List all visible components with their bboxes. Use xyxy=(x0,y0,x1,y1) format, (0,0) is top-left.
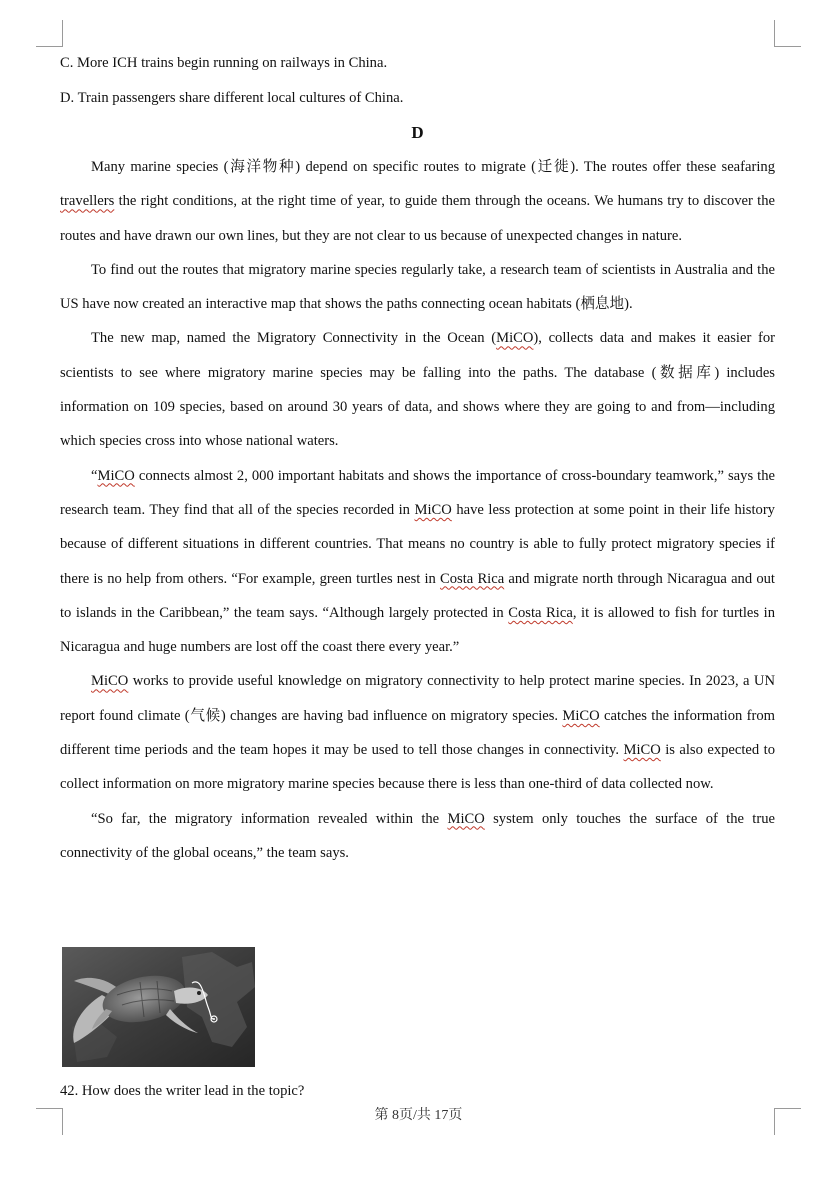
spellcheck-word: MiCO xyxy=(91,673,129,690)
text-run: have less protection at some point in their life history because of different situations in different countries. That means no country is able to fully protect migratory species if there is no help from others. “For example, green turtles nest in xyxy=(60,501,775,587)
text-run: the right conditions, at the right time of year, to guide them through the oceans. We humans try to discover the routes and have drawn our own lines, but they are not clear to us because of unexpected changes in nature. xyxy=(60,193,775,244)
spellcheck-word: MiCO xyxy=(496,330,534,347)
sea-turtle-photo xyxy=(62,947,255,1067)
option-d: D. Train passengers share different local cultures of China. xyxy=(60,90,404,106)
paragraph-3 xyxy=(60,321,775,458)
paragraph-1 xyxy=(60,150,775,253)
text-run: system only touches the surface of the true connectivity of the global oceans,” the team says. xyxy=(60,810,775,861)
text-run: Many marine species (海洋物种) depend on specific routes to migrate (迁徙). The routes offer these seafaring xyxy=(91,159,775,175)
text-run: is also expected to collect information on more migratory marine species because there is less than one-third of data collected now. xyxy=(60,742,776,793)
reading-passage xyxy=(60,46,775,870)
option-c: C. More ICH trains begin running on railways in China. xyxy=(60,55,388,71)
spellcheck-word: MiCO xyxy=(414,501,452,518)
spellcheck-word: MiCO xyxy=(623,742,661,759)
text-run: and migrate north through Nicaragua and out to islands in the Caribbean,” the team says. “Although largely protected in xyxy=(60,570,775,621)
page-footer: 第 8页/共 17页 xyxy=(374,1108,463,1123)
text-run: The new map, named the Migratory Connectivity in the Ocean ( xyxy=(91,330,497,347)
paragraph-2 xyxy=(60,253,775,322)
paragraph-6 xyxy=(60,802,775,871)
text-run: To find out the routes that migratory marine species regularly take, a research team of scientists in Australia and the US have now created an interactive map that shows the paths connecting ocean habitats (栖息地). xyxy=(60,261,775,313)
section-heading: D xyxy=(411,123,424,142)
text-run: works to provide useful knowledge on migratory connectivity to help protect marine species. In 2023, a UN report found climate (气候) changes are having bad influence on migratory species. xyxy=(60,673,775,724)
spellcheck-word: travellers xyxy=(60,193,115,210)
question-42: 42. How does the writer lead in the topic? xyxy=(60,1083,305,1099)
text-run: catches the information from different time periods and the team hopes it may be used to tell those changes in connectivity. xyxy=(60,707,775,759)
text-run: ), collects data and makes it easier for scientists to see where migratory marine species may be falling into the paths. The database (数据库) includes information on 109 species, based on around 30 years of data, and shows where they are going to and from—including which species cross into whose national waters. xyxy=(60,330,775,450)
text-run: “ xyxy=(91,467,98,484)
spellcheck-word: MiCO xyxy=(562,707,600,724)
text-run: , it is allowed to fish for turtles in Nicaragua and huge numbers are lost off the coast there every year.” xyxy=(60,604,775,656)
crop-mark-top-left xyxy=(36,20,63,47)
paragraph-4 xyxy=(60,459,775,665)
crop-mark-top-right xyxy=(774,20,801,47)
spellcheck-word: MiCO xyxy=(97,467,135,484)
text-run: connects almost 2, 000 important habitats and shows the importance of cross-boundary teamwork,” says the research team. They find that all of the species recorded in xyxy=(60,467,775,518)
text-run: “So far, the migratory information revealed within the xyxy=(91,810,448,827)
spellcheck-word: MiCO xyxy=(447,810,485,827)
paragraph-5 xyxy=(60,664,775,801)
spellcheck-word: Costa Rica xyxy=(508,604,573,621)
spellcheck-word: Costa Rica xyxy=(440,570,505,587)
